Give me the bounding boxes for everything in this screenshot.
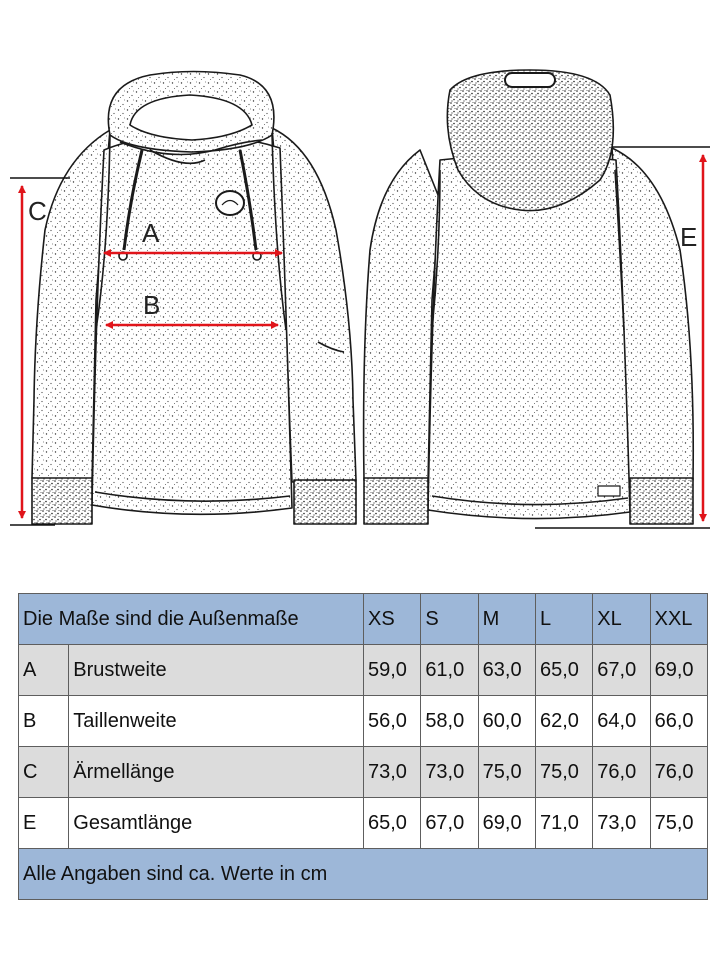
table-row <box>19 798 708 849</box>
cell-value: 64,0 <box>593 696 650 747</box>
row-code: A <box>19 645 69 696</box>
back-left-cuff <box>364 478 428 524</box>
cell-value: 59,0 <box>363 645 420 696</box>
cell-value: 58,0 <box>421 696 478 747</box>
cell-value: 61,0 <box>421 645 478 696</box>
cell-value: 69,0 <box>650 645 707 696</box>
size-header-l: L <box>535 594 592 645</box>
hood-loop-tab <box>505 73 555 87</box>
cell-value: 60,0 <box>478 696 535 747</box>
cell-value: 73,0 <box>593 798 650 849</box>
table-header-title: Die Maße sind die Außenmaße <box>19 594 364 645</box>
row-name: Ärmellänge <box>69 747 364 798</box>
cell-value: 56,0 <box>363 696 420 747</box>
cell-value: 76,0 <box>593 747 650 798</box>
row-name: Brustweite <box>69 645 364 696</box>
size-header-m: M <box>478 594 535 645</box>
size-table <box>18 593 708 900</box>
table-row <box>19 696 708 747</box>
cell-value: 67,0 <box>593 645 650 696</box>
table-row <box>19 747 708 798</box>
row-code: C <box>19 747 69 798</box>
chest-logo-badge <box>216 191 244 215</box>
cell-value: 76,0 <box>650 747 707 798</box>
cell-value: 67,0 <box>421 798 478 849</box>
label-b: B <box>143 290 161 320</box>
cell-value: 65,0 <box>535 645 592 696</box>
cell-value: 71,0 <box>535 798 592 849</box>
front-right-cuff <box>294 480 356 524</box>
cell-value: 63,0 <box>478 645 535 696</box>
cell-value: 73,0 <box>421 747 478 798</box>
row-name: Gesamtlänge <box>69 798 364 849</box>
size-header-s: S <box>421 594 478 645</box>
back-label-patch <box>598 486 620 496</box>
table-header-row <box>19 594 708 645</box>
row-code: B <box>19 696 69 747</box>
table-footer-note: Alle Angaben sind ca. Werte in cm <box>19 849 708 900</box>
front-left-cuff <box>32 478 92 524</box>
back-hood <box>447 70 613 211</box>
cell-value: 69,0 <box>478 798 535 849</box>
cell-value: 73,0 <box>363 747 420 798</box>
table-footer-row <box>19 849 708 900</box>
label-e: E <box>680 222 698 252</box>
hoodie-front <box>32 72 356 525</box>
row-name: Taillenweite <box>69 696 364 747</box>
size-header-xs: XS <box>363 594 420 645</box>
back-right-cuff <box>630 478 693 524</box>
label-c: C <box>28 196 47 226</box>
cell-value: 75,0 <box>650 798 707 849</box>
cell-value: 75,0 <box>535 747 592 798</box>
row-code: E <box>19 798 69 849</box>
cell-value: 62,0 <box>535 696 592 747</box>
label-a: A <box>142 218 160 248</box>
size-header-xl: XL <box>593 594 650 645</box>
cell-value: 65,0 <box>363 798 420 849</box>
back-left-sleeve <box>364 150 440 482</box>
cell-value: 75,0 <box>478 747 535 798</box>
size-header-xxl: XXL <box>650 594 707 645</box>
cell-value: 66,0 <box>650 696 707 747</box>
hoodie-back <box>364 70 694 524</box>
table-row <box>19 645 708 696</box>
